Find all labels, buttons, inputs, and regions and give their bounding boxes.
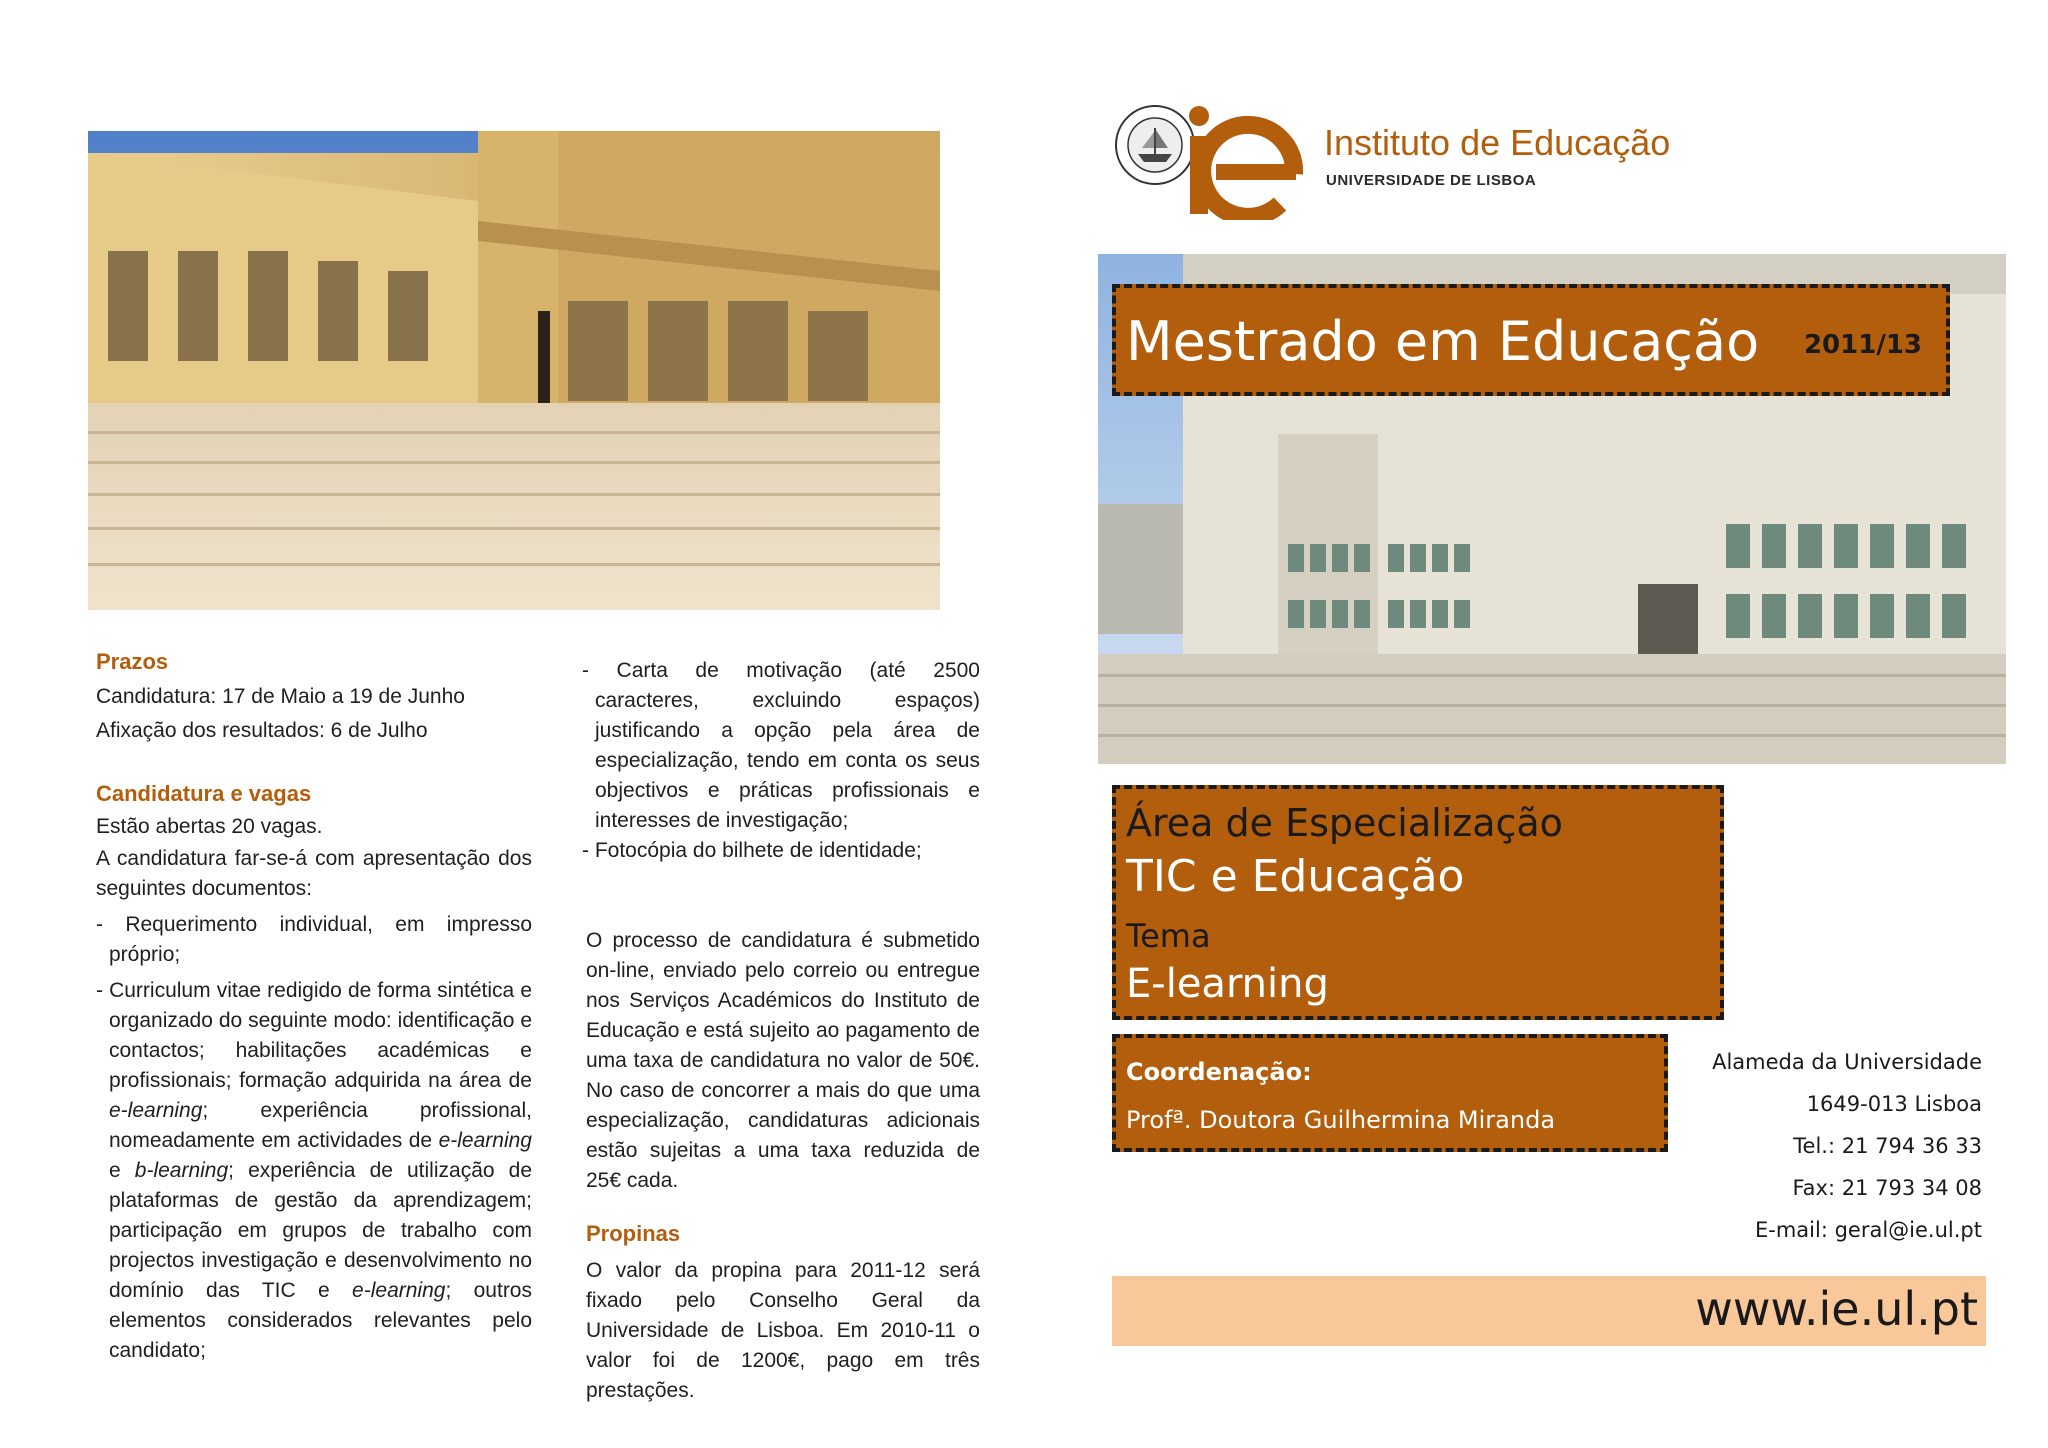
coordenacao-label: Coordenação:	[1126, 1058, 1312, 1086]
ie-mark-icon	[1176, 96, 1306, 220]
contact-block	[1690, 1040, 1982, 1246]
website-link[interactable]: www.ie.ul.pt	[1695, 1282, 1978, 1336]
tema-label: Tema	[1126, 917, 1211, 955]
website-band	[1112, 1276, 1986, 1346]
cv-item: - Curriculum vitae redigido de forma sintética e organizado do seguinte modo: identificação e contactos; habilitações académicas e profissionais; formação adquirida na área de e-learning; experiência profissional, nomeadamente em actividades de e-learning e b-learning; experiência de utilização de plataformas de gestão da aprendizagem; participação em grupos de trabalho com projectos investigação e desenvolvimento no domínio das TIC e e-learning; outros elementos considerados relevantes pelo candidato;	[96, 979, 532, 1362]
fotocopia-item: - Fotocópia do bilhete de identidade;	[582, 839, 922, 862]
address-line-1: Alameda da Universidade	[1712, 1050, 1982, 1074]
title-box	[1112, 284, 1950, 396]
telephone: Tel.: 21 794 36 33	[1793, 1134, 1982, 1158]
middle-column	[582, 656, 980, 1406]
address-line-2: 1649-013 Lisboa	[1806, 1092, 1982, 1116]
prazos-line-2: Afixação dos resultados: 6 de Julho	[96, 719, 428, 742]
brand-name: Instituto de Educação	[1324, 122, 1671, 163]
brand-university: UNIVERSIDADE DE LISBOA	[1326, 172, 1537, 189]
propinas-heading: Propinas	[586, 1221, 681, 1246]
title-year: 2011/13	[1803, 330, 1922, 360]
area-name: TIC e Educação	[1126, 851, 1465, 902]
propinas-text: O valor da propina para 2011-12 será fixado pelo Conselho Geral da Universidade de Lisboa. Em 2010-11 o valor foi de 1200€, pago em três prestações.	[586, 1259, 980, 1402]
candidatura-heading: Candidatura e vagas	[96, 781, 312, 806]
courtyard-photo	[88, 131, 940, 610]
area-label: Área de Especialização	[1126, 801, 1563, 845]
prazos-line-1: Candidatura: 17 de Maio a 19 de Junho	[96, 685, 465, 708]
fax: Fax: 21 793 34 08	[1792, 1176, 1982, 1200]
page-title: Mestrado em Educação	[1126, 310, 1760, 373]
prazos-heading: Prazos	[96, 649, 169, 674]
left-column	[96, 646, 532, 1366]
tema-value: E-learning	[1126, 961, 1329, 1007]
logo	[1114, 96, 1694, 220]
vagas-text: Estão abertas 20 vagas.	[96, 815, 323, 838]
requerimento-item: - Requerimento individual, em impresso próprio;	[96, 913, 532, 966]
processo-text: O processo de candidatura é submetido on-line, enviado pelo correio ou entregue nos Serviços Académicos do Instituto de Educação e está sujeito ao pagamento de uma taxa de candidatura no valor de 50€. No caso de concorrer a mais do que uma especialização, candidaturas adicionais estão sujeitas a uma taxa reduzida de 25€ cada.	[586, 929, 980, 1192]
area-box	[1112, 785, 1724, 1020]
email[interactable]: E-mail: geral@ie.ul.pt	[1755, 1218, 1982, 1242]
coordenacao-name: Profª. Doutora Guilhermina Miranda	[1126, 1106, 1556, 1134]
coordenacao-box	[1112, 1034, 1668, 1152]
candidatura-intro: A candidatura far-se-á com apresentação dos seguintes documentos:	[96, 847, 532, 900]
carta-item: - Carta de motivação (até 2500 caracteres, excluindo espaços) justificando a opção pela área de especialização, tendo em conta os seus objectivos e práticas profissionais e interesses de investigação;	[582, 659, 980, 832]
